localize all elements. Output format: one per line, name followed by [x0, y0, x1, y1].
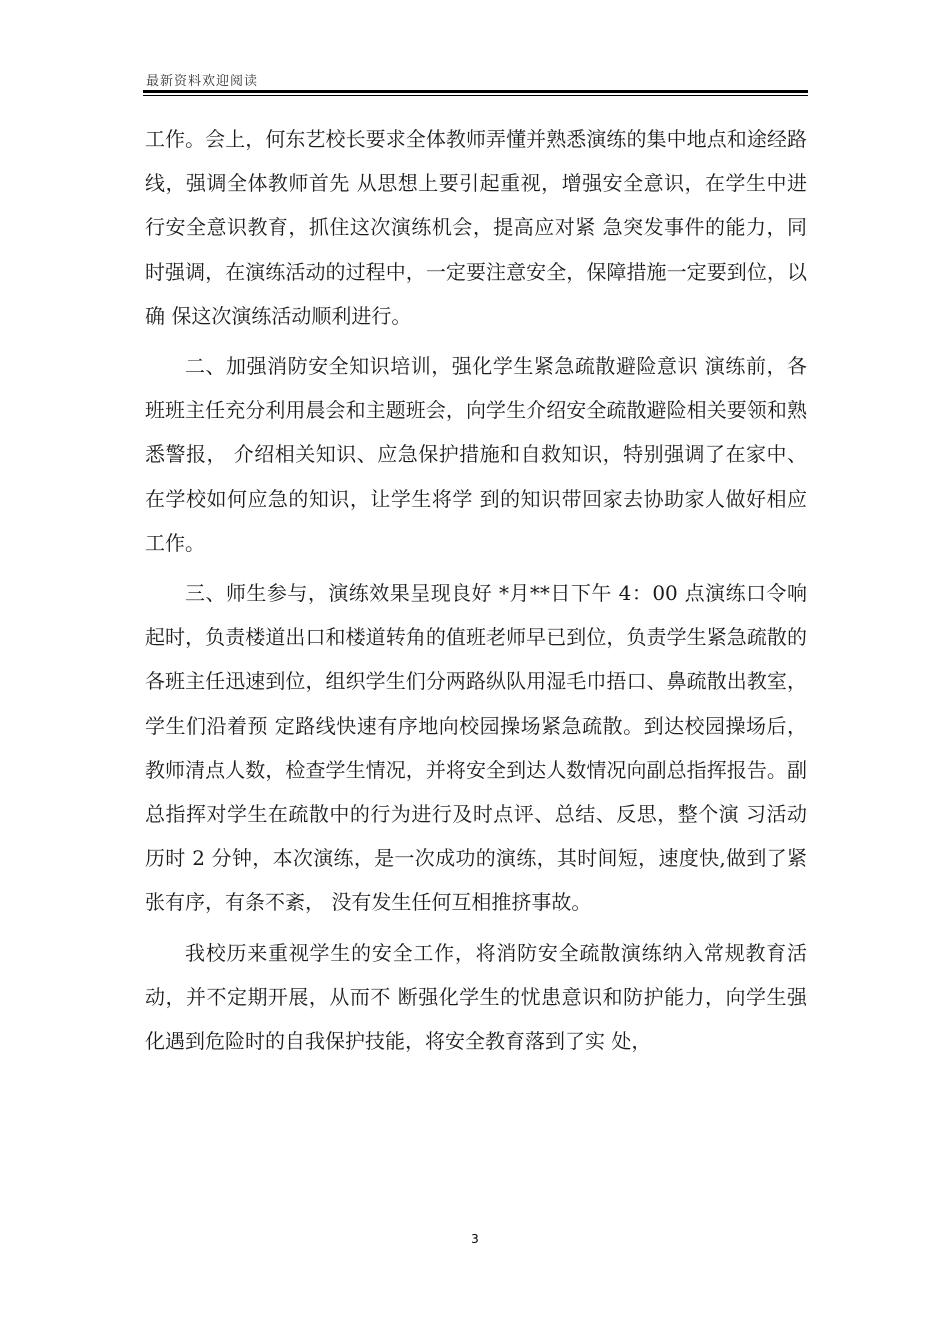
header-rule-thin — [143, 95, 808, 96]
page-number: 3 — [471, 1232, 479, 1246]
paragraph-3: 三、师生参与，演练效果呈现良好 *月**日下午 4：00 点演练口令响起时，负责楼道出口和楼道转角的值班老师早已到位，负责学生紧急疏散的各班主任迅速到位，组织学生们分两路纵队用湿毛巾捂口、鼻疏散出教室，学生们沿着预 定路线快速有序地向校园操场紧急疏散。到达校园操场后，教师清点人数，检查学生情况，并将安全到达人数情况向副总指挥报告。副总指挥对学生在疏散中的行为进行及时点评、总结、反思，整个演 习活动历时 2 分钟，本次演练，是一次成功的演练，其时间短，速度快,做到了紧张有序，有条不紊， 没有发生任何互相推挤事故。 — [145, 581, 807, 915]
document-body — [145, 117, 807, 1069]
paragraph-4: 我校历来重视学生的安全工作，将消防安全疏散演练纳入常规教育活动，并不定期开展，从而不 断强化学生的忧患意识和防护能力，向学生强化遇到危险时的自我保护技能，将安全教育落到了实 处， — [145, 940, 807, 1054]
header-rule-thick — [143, 90, 808, 93]
paragraph-1: 工作。会上，何东艺校长要求全体教师弄懂并熟悉演练的集中地点和途经路线，强调全体教师首先 从思想上要引起重视，增强安全意识，在学生中进行安全意识教育，抓住这次演练机会，提高应对紧 急突发事件的能力，同时强调，在演练活动的过程中，一定要注意安全，保障措施一定要到位，以确 保这次演练活动顺利进行。 — [145, 127, 807, 328]
paragraph-2: 二、加强消防安全知识培训，强化学生紧急疏散避险意识 演练前，各班班主任充分利用晨会和主题班会，向学生介绍安全疏散避险相关要领和熟悉警报， 介绍相关知识、应急保护措施和自救知识，特别强调了在家中、在学校如何应急的知识，让学生将学 到的知识带回家去协助家人做好相应工作。 — [145, 354, 807, 555]
page-header: 最新资料欢迎阅读 — [146, 74, 259, 89]
